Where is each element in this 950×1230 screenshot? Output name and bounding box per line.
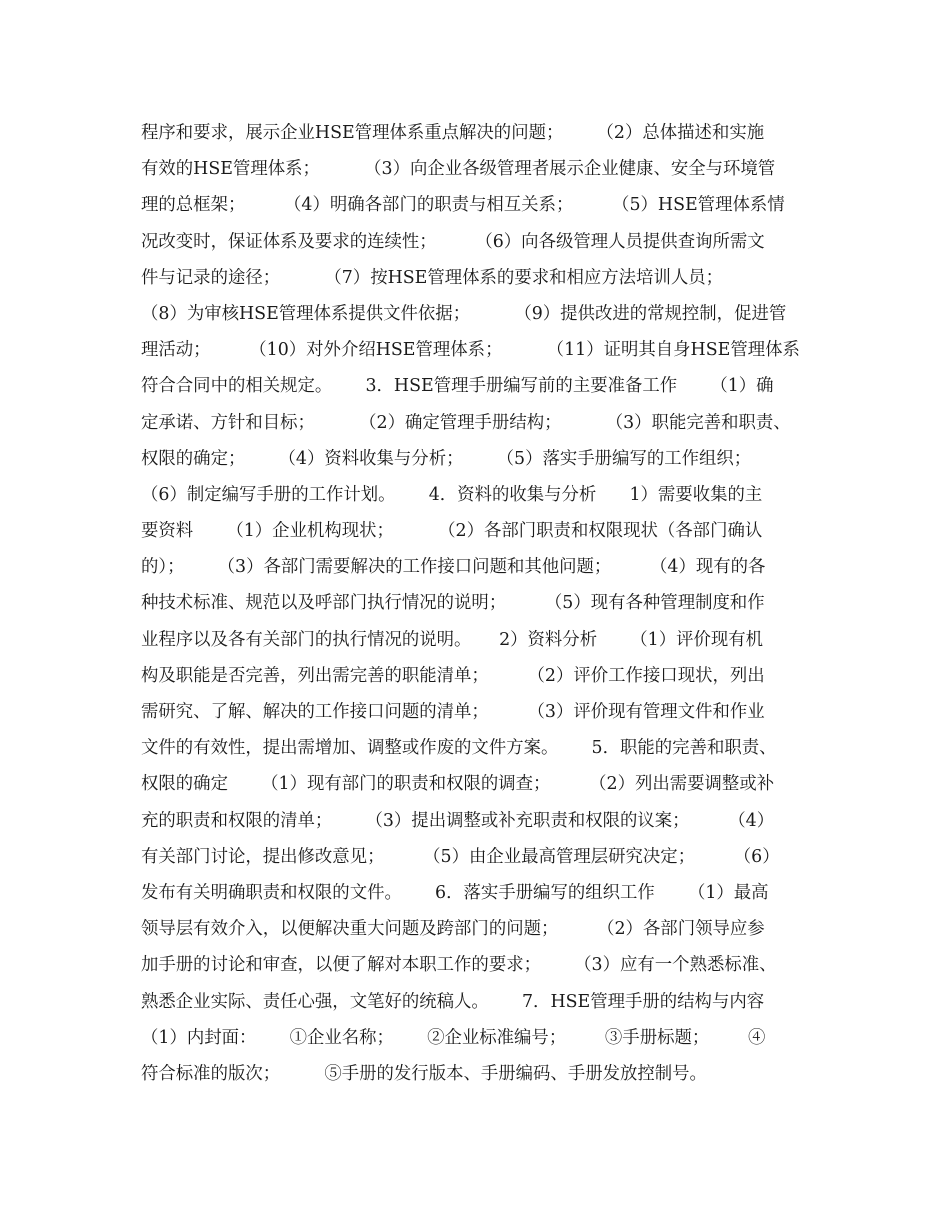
text-line: 件与记录的途径； （7）按HSE管理体系的要求和相应方法培训人员； — [141, 267, 724, 288]
text-line: 定承诺、方针和目标； （2）确定管理手册结构； （3）职能完善和职责、 — [141, 412, 791, 433]
text-line: 程序和要求，展示企业HSE管理体系重点解决的问题； （2）总体描述和实施 — [141, 123, 765, 143]
text-line: （6）制定编写手册的工作计划。 4．资料的收集与分析 1）需要收集的主 — [141, 484, 763, 505]
text-line: 充的职责和权限的清单； （3）提出调整或补充职责和权限的议案； （4） — [141, 810, 775, 831]
text-line: 业程序以及各有关部门的执行情况的说明。 2）资料分析 （1）评价现有机 — [141, 629, 764, 650]
text-line: 有效的HSE管理体系； （3）向企业各级管理者展示企业健康、安全与环境管 — [141, 159, 776, 180]
text-line: 领导层有效介入，以便解决重大问题及跨部门的问题； （2）各部门领导应参 — [141, 919, 765, 940]
text-line: 符合合同中的相关规定。 3．HSE管理手册编写前的主要准备工作 （1）确 — [141, 376, 774, 397]
text-line: 文件的有效性，提出需增加、调整或作废的文件方案。 5．职能的完善和职责、 — [141, 738, 777, 759]
text-line: 权限的确定 （1）现有部门的职责和权限的调查； （2）列出需要调整或补 — [141, 774, 775, 795]
text-line: 有关部门讨论，提出修改意见； （5）由企业最高管理层研究决定； （6） — [141, 846, 780, 867]
text-line: （1）内封面： ①企业名称； ②企业标准编号； ③手册标题； ④ — [141, 1027, 766, 1048]
text-line: 理的总框架； （4）明确各部门的职责与相互关系； （5）HSE管理体系情 — [141, 195, 785, 216]
body-text — [141, 115, 815, 1092]
text-line: 要资料 （1）企业机构现状； （2）各部门职责和权限现状（各部门确认 — [141, 521, 763, 542]
text-line: 符合标准的版次； ⑤手册的发行版本、手册编码、手册发放控制号。 — [141, 1063, 707, 1084]
text-line: 种技术标准、规范以及呼部门执行情况的说明； （5）现有各种管理制度和作 — [141, 593, 765, 614]
text-line: 熟悉企业实际、责任心强，文笔好的统稿人。 7．HSE管理手册的结构与内容 — [141, 991, 765, 1012]
text-line: 况改变时，保证体系及要求的连续性； （6）向各级管理人员提供查询所需文 — [141, 231, 765, 252]
text-line: 发布有关明确职责和权限的文件。 6．落实手册编写的组织工作 （1）最高 — [141, 882, 769, 903]
text-line: 权限的确定； （4）资料收集与分析； （5）落实手册编写的工作组织； — [141, 448, 752, 469]
text-line: 理活动； （10）对外介绍HSE管理体系； （11）证明其自身HSE管理体系 — [141, 340, 800, 361]
text-line: 加手册的讨论和审查，以便了解对本职工作的要求； （3）应有一个熟悉标准、 — [141, 955, 777, 976]
text-line: 需研究、了解、解决的工作接口问题的清单； （3）评价现有管理文件和作业 — [141, 702, 765, 722]
text-line: 构及职能是否完善，列出需完善的职能清单； （2）评价工作接口现状，列出 — [141, 665, 765, 686]
text-line: 的）； （3）各部门需要解决的工作接口问题和其他问题； （4）现有的各 — [141, 557, 766, 578]
text-line: （8）为审核HSE管理体系提供文件依据； （9）提供改进的常规控制，促进管 — [141, 303, 787, 324]
